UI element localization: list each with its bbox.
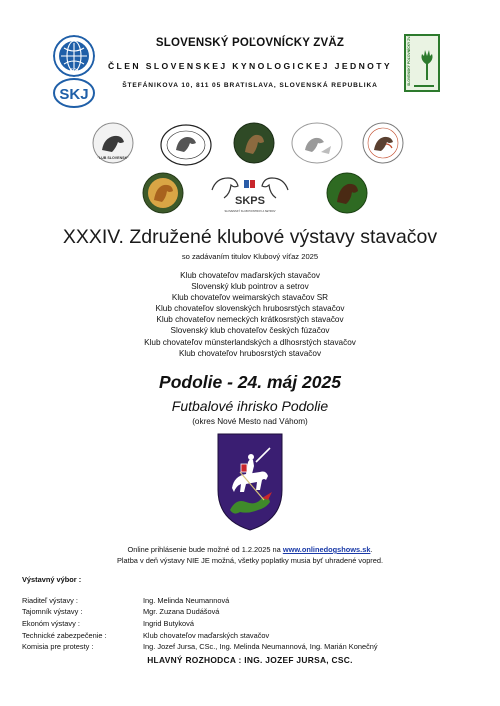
event-district: (okres Nové Mesto nad Váhom) bbox=[192, 417, 308, 426]
event-title: XXXIV. Združené klubové výstavy stavačov bbox=[62, 226, 438, 248]
skps-logo-caption: SLOVENSKÝ KLUB POINTROV A SETROV bbox=[224, 210, 276, 213]
slovak-club-logo-text: KLUB SLOVENSKÝ bbox=[96, 156, 130, 160]
spz-logo-text: SLOVENSKÝ POĽOVNÍCKY ZVÄZ bbox=[407, 34, 411, 86]
club-logo-slovak-hound bbox=[92, 122, 134, 164]
event-venue: Futbalové ihrisko Podolie bbox=[171, 398, 329, 414]
event-place-date: Podolie - 24. máj 2025 bbox=[159, 372, 341, 392]
committee-person: Ing. Jozef Jursa, CSc., Ing. Melinda Neumannová, Ing. Marián Konečný bbox=[143, 642, 378, 651]
club-logo-shorthaired bbox=[291, 122, 343, 164]
club-logo-skps bbox=[204, 170, 296, 216]
club-logo-longhaired bbox=[326, 172, 368, 214]
club-logo-hungarian-vizsla bbox=[142, 172, 184, 214]
committee-role: Technické zabezpečenie : bbox=[22, 631, 107, 640]
club-logo-munsterlander bbox=[362, 122, 404, 164]
organization-member-line: ČLEN SLOVENSKEJ KYNOLOGICKEJ JEDNOTY bbox=[107, 61, 393, 71]
committee-role: Komisia pre protesty : bbox=[22, 642, 94, 651]
podolie-coat-of-arms bbox=[216, 432, 284, 532]
registration-prefix: Online prihlásenie bude možné od 1.2.2025 na bbox=[127, 545, 283, 554]
onlinedogshows-link[interactable]: www.onlinedogshows.sk bbox=[282, 545, 371, 554]
event-subtitle: so zadávaním titulov Klubový víťaz 2025 bbox=[181, 252, 319, 261]
committee-person: Ingrid Butyková bbox=[143, 619, 194, 628]
registration-line-online bbox=[0, 545, 500, 556]
committee-heading: Výstavný výbor : bbox=[22, 575, 82, 584]
club-list-item: Klub chovateľov slovenských hrubosrstých stavačov bbox=[155, 304, 345, 314]
committee-person: Ing. Melinda Neumannová bbox=[143, 596, 230, 605]
club-list-item: Klub chovateľov münsterlandských a dlhosrstých stavačov bbox=[144, 337, 356, 347]
club-list bbox=[0, 270, 500, 359]
club-list-item: Klub chovateľov maďarských stavačov bbox=[180, 271, 320, 280]
club-logo-czech-pointer bbox=[160, 124, 212, 166]
skj-logo-text: SKJ bbox=[59, 86, 89, 103]
organization-address: ŠTEFÁNIKOVA 10, 811 05 BRATISLAVA, SLOVENSKÁ REPUBLIKA bbox=[122, 82, 378, 89]
committee-role: Riaditeľ výstavy : bbox=[22, 596, 78, 605]
club-logo-weimaraner bbox=[233, 122, 275, 164]
committee-role: Tajomník výstavy : bbox=[22, 607, 83, 616]
registration-suffix: . bbox=[370, 545, 373, 554]
skps-logo-text: SKPS bbox=[235, 195, 265, 207]
committee-person: Mgr. Zuzana Dudášová bbox=[143, 607, 220, 616]
head-judge: HLAVNÝ ROZHODCA : ING. JOZEF JURSA, CSC. bbox=[147, 655, 353, 665]
club-list-item: Klub chovateľov nemeckých krátkosrstých stavačov bbox=[156, 315, 344, 325]
registration-info bbox=[0, 545, 500, 566]
committee-person: Klub chovateľov maďarských stavačov bbox=[143, 631, 270, 640]
organization-name: SLOVENSKÝ POĽOVNÍCKY ZVÄZ bbox=[155, 37, 345, 49]
registration-line-payment: Platba v deň výstavy NIE JE možná, všetky poplatky musia byť uhradené vopred. bbox=[116, 555, 384, 565]
fci-logo-text: FCI bbox=[69, 68, 79, 75]
club-list-item: Slovenský klub chovateľov českých fúzačov bbox=[170, 326, 330, 336]
club-list-item: Klub chovateľov weimarských stavačov SR bbox=[171, 293, 329, 303]
club-list-item: Slovenský klub pointrov a setrov bbox=[191, 282, 309, 292]
club-list-item: Klub chovateľov hrubosrstých stavačov bbox=[178, 348, 322, 358]
committee-role: Ekonóm výstavy : bbox=[22, 619, 80, 628]
